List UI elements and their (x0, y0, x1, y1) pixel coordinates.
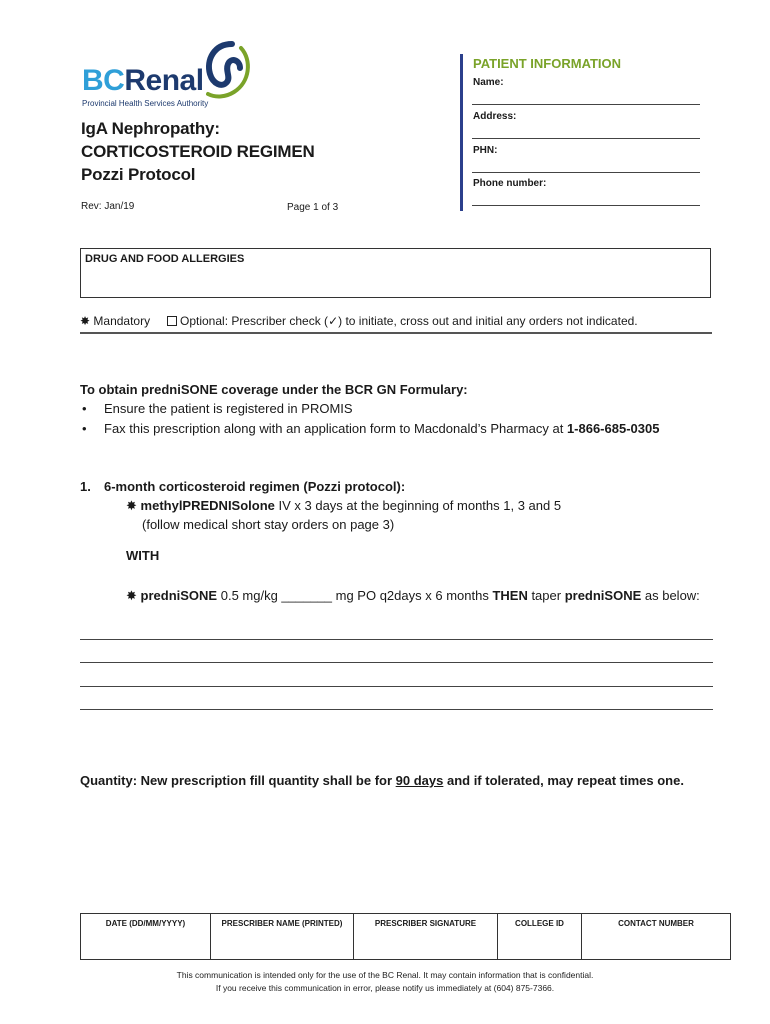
taper-line-4[interactable] (80, 709, 713, 710)
legend-optional (167, 314, 638, 328)
quantity-days: 90 days (395, 773, 444, 788)
patient-info-title: PATIENT INFORMATION (473, 56, 622, 71)
patient-phn-field[interactable] (472, 172, 700, 173)
contact-number-cell[interactable]: CONTACT NUMBER (618, 919, 694, 928)
taper-line-1[interactable] (80, 639, 713, 640)
title-line-2: CORTICOSTEROID REGIMEN (81, 142, 315, 161)
logo-subtitle: Provincial Health Services Authority (82, 99, 209, 108)
pharmacy-phone: 1-866-685-0305 (566, 421, 660, 436)
mandatory-star-icon: ✸ (126, 588, 137, 603)
checkbox-icon (167, 316, 177, 326)
coverage-heading: To obtain predniSONE coverage under the BCR GN Formulary: (80, 382, 468, 397)
drug-prednisone-taper: predniSONE (564, 588, 642, 603)
drug-prednisone: predniSONE (140, 588, 218, 603)
patient-name-field[interactable] (472, 104, 700, 105)
optional-suffix: ) to initiate, cross out and initial any orders not indicated. (338, 314, 638, 328)
mandatory-star-icon: ✸ (126, 498, 137, 513)
optional-prefix: Optional: Prescriber check ( (180, 314, 329, 328)
prescriber-name-cell[interactable]: PRESCRIBER NAME (PRINTED) (211, 914, 354, 959)
kidney-logo-icon (194, 38, 256, 100)
mandatory-star-icon: ✸ (80, 314, 91, 328)
regimen-heading: 6-month corticosteroid regimen (Pozzi protocol): (104, 479, 406, 494)
section-divider (80, 332, 712, 334)
allergies-title: DRUG AND FOOD ALLERGIES (85, 253, 245, 265)
prescriber-signature-cell[interactable]: PRESCRIBER SIGNATURE (354, 914, 498, 959)
taper-line-2[interactable] (80, 662, 713, 663)
coverage-item-2-text: Fax this prescription along with an application form to Macdonald’s Pharmacy at (104, 421, 567, 436)
prednisone-dose: 0.5 mg/kg _______ mg PO q2days x 6 months (217, 588, 493, 603)
check-mark-icon: ✓ (328, 314, 339, 328)
logo-bc: BC (82, 64, 125, 97)
bcrenal-logo (82, 64, 204, 98)
as-below-label: as below: (641, 588, 700, 603)
college-id-cell[interactable]: COLLEGE ID (498, 914, 582, 959)
footer-line-2: If you receive this communication in error, please notify us immediately at (604) 875-7366. (215, 983, 555, 993)
quantity-prefix: Quantity: New prescription fill quantity shall be for (80, 773, 396, 788)
prescriber-signature-table (80, 913, 731, 960)
legend-mandatory (80, 314, 150, 328)
allergies-box[interactable] (80, 248, 711, 298)
coverage-item-2 (104, 420, 659, 438)
taper-line-3[interactable] (80, 686, 713, 687)
regimen-number: 1. (80, 479, 91, 494)
bullet-1: • (82, 401, 87, 416)
then-label: THEN (492, 588, 528, 603)
patient-info-divider (460, 54, 463, 211)
logo-renal: Renal (124, 64, 204, 97)
patient-address-label: Address: (473, 111, 517, 122)
drug1-instructions: IV x 3 days at the beginning of months 1, 3 and 5 (274, 498, 562, 513)
coverage-item-1: Ensure the patient is registered in PROMIS (104, 401, 353, 416)
patient-name-label: Name: (473, 77, 504, 88)
drug1-note: (follow medical short stay orders on page 3) (142, 517, 395, 532)
quantity-statement (80, 772, 684, 790)
patient-phone-field[interactable] (472, 205, 700, 206)
page-number: Page 1 of 3 (287, 202, 339, 213)
order-methylprednisolone[interactable] (126, 497, 561, 515)
mandatory-label: Mandatory (93, 314, 151, 328)
order-prednisone[interactable] (126, 587, 700, 605)
title-line-3: Pozzi Protocol (81, 165, 196, 184)
patient-phn-label: PHN: (473, 145, 498, 156)
taper-label: taper (527, 588, 565, 603)
title-line-1: IgA Nephropathy: (81, 119, 220, 138)
footer-line-1: This communication is intended only for the use of the BC Renal. It may contain information that is confidential. (176, 970, 594, 980)
date-cell[interactable]: DATE (DD/MM/YYYY) (81, 914, 211, 959)
revision-label: Rev: Jan/19 (81, 201, 135, 212)
patient-phone-label: Phone number: (473, 178, 547, 189)
with-label: WITH (126, 548, 160, 563)
bullet-2: • (82, 421, 87, 436)
quantity-suffix: and if tolerated, may repeat times one. (443, 773, 684, 788)
drug-methylprednisolone: methylPREDNISolone (140, 498, 275, 513)
patient-address-field[interactable] (472, 138, 700, 139)
